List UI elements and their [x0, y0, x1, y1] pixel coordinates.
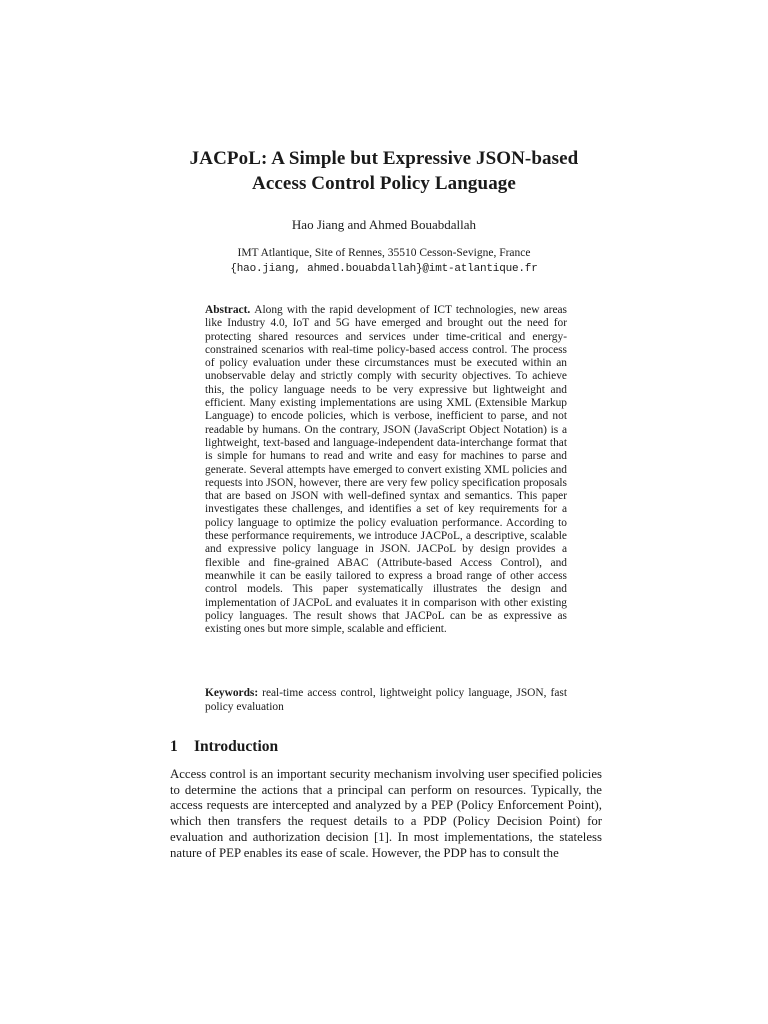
section-heading: [170, 737, 278, 757]
abstract: [205, 304, 567, 636]
section-title: Introduction: [194, 738, 279, 755]
affiliation: IMT Atlantique, Site of Rennes, 35510 Cesson-Sevigne, France: [237, 247, 531, 259]
title-line-2: Access Control Policy Language: [252, 173, 516, 194]
section-number: 1: [170, 738, 178, 755]
title-line-1: JACPoL: A Simple but Expressive JSON-based: [189, 148, 579, 169]
author-emails: {hao.jiang, ahmed.bouabdallah}@imt-atlantique.fr: [230, 263, 538, 275]
keywords-label: Keywords:: [205, 687, 259, 699]
abstract-label: Abstract.: [205, 304, 251, 316]
paper-title: [0, 146, 768, 196]
intro-text: Access control is an important security mechanism involving user specified policies to determine the actions that a principal can perform on resources. Typically, the access requests are intercepted and analyzed by a PEP (Policy Enforcement Point), which then transfers the request details to a PDP (Policy Decision Point) for evaluation and authorization decision [1]. In most implementations, the stateless nature of PEP enables its ease of scale. However, the PDP has to consult the: [170, 767, 602, 860]
authors: Hao Jiang and Ahmed Bouabdallah: [291, 217, 477, 232]
abstract-text: Along with the rapid development of ICT technologies, new areas like Industry 4.0, IoT and 5G have emerged and brought out the need for protecting shared resources and services under time-critical and energy-constrained scenarios with real-time policy-based access control. The process of policy evaluation under these circumstances must be executed within an unobservable delay and strictly comply with security objectives. To achieve this, the policy language needs to be very expressive but lightweight and efficient. Many existing implementations are using XML (Extensible Markup Language) to encode policies, which is verbose, inefficient to parse, and not readable by humans. On the contrary, JSON (JavaScript Object Notation) is a lightweight, text-based and language-independent data-interchange format that is simple for humans to read and write and easy for machines to parse and generate. Several attempts have emerged to convert existing XML policies and requests into JSON, however, there are very few policy specification proposals that are based on JSON with well-defined syntax and semantics. This paper investigates these challenges, and identifies a set of key requirements for a policy language to optimize the policy evaluation performance. According to these performance requirements, we introduce JACPoL, a descriptive, scalable and expressive policy language in JSON. JACPoL by design provides a flexible and fine-grained ABAC (Attribute-based Access Control), and meanwhile it can be easily tailored to express a broad range of other access control models. This paper systematically illustrates the design and implementation of JACPoL and evaluates it in comparison with other existing policy languages. The result shows that JACPoL can be as expressive as existing ones but more simple, scalable and efficient.: [205, 304, 567, 636]
keywords: [205, 686, 567, 714]
affiliation-block: [0, 245, 768, 277]
keywords-text: real-time access control, lightweight policy language, JSON, fast policy evaluation: [205, 687, 567, 713]
intro-paragraph: [170, 767, 602, 861]
